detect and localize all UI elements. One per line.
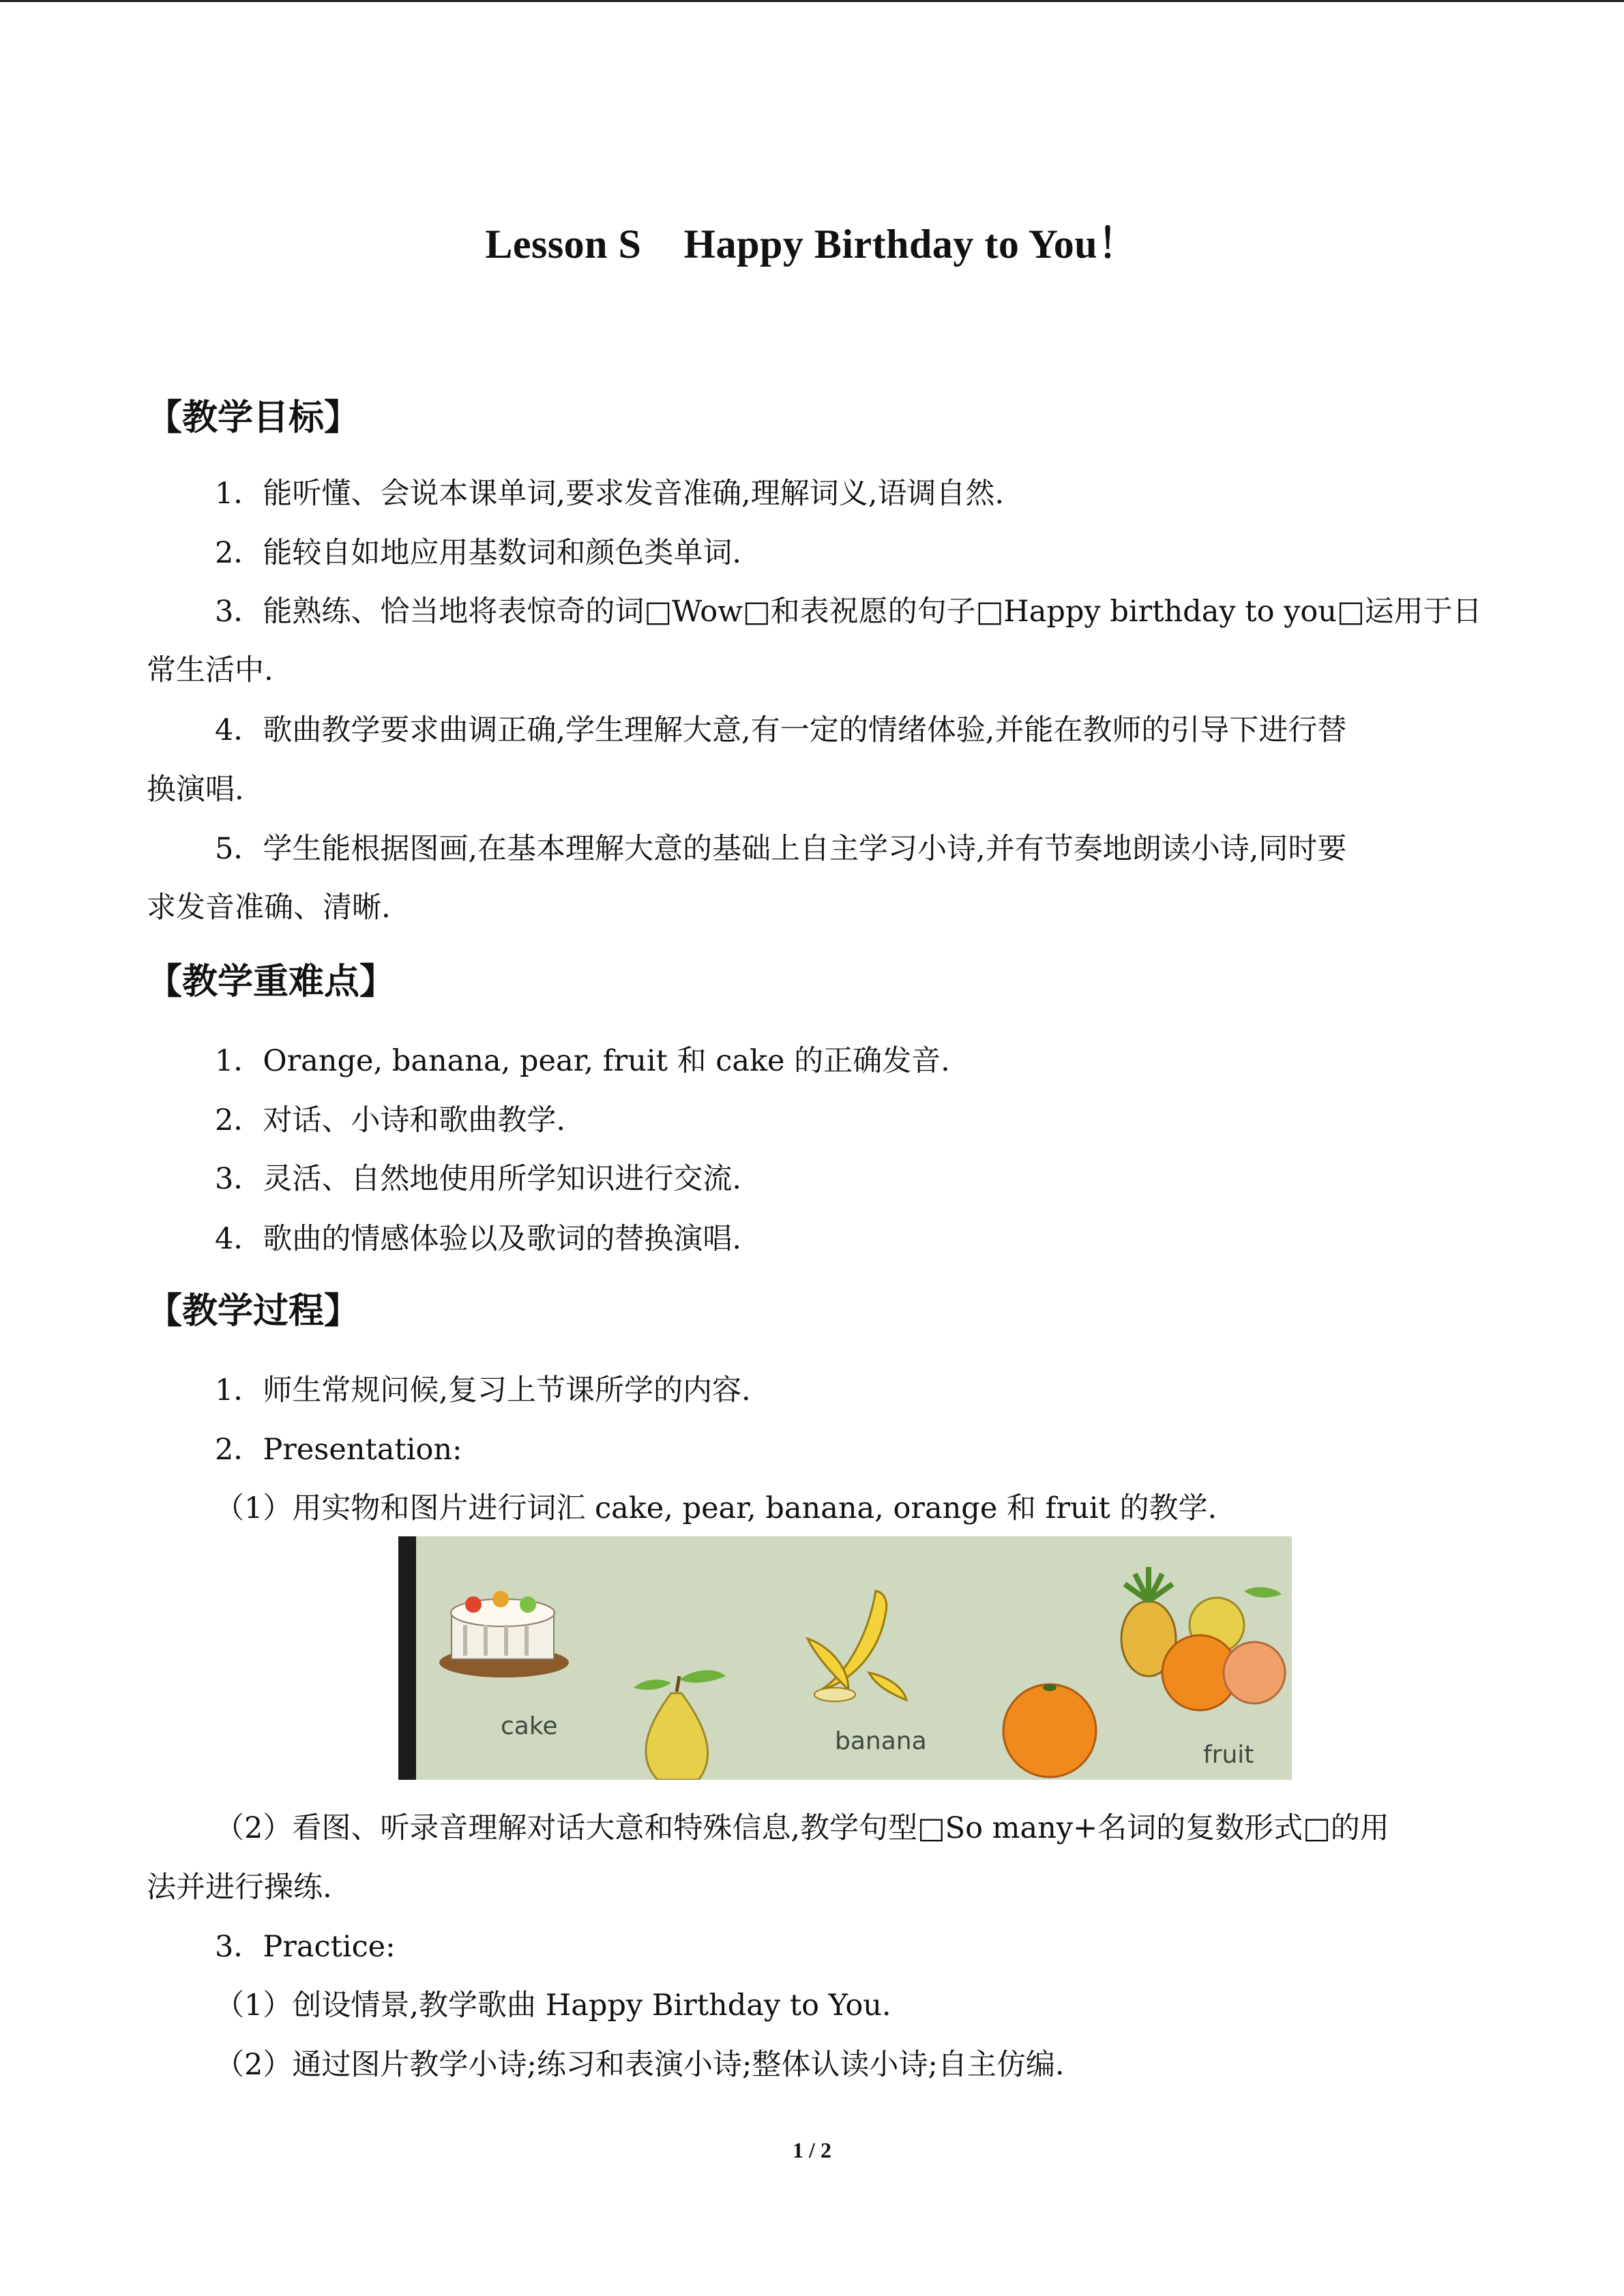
goal-item-1: 1．能听懂、会说本课单词,要求发音准确,理解词义,语调自然. [215, 477, 1005, 511]
key-point-item-4: 4．歌曲的情感体验以及歌词的替换演唱. [215, 1222, 742, 1256]
key-point-item-2: 2．对话、小诗和歌曲教学. [215, 1103, 566, 1137]
fruit-group-drawing [1121, 1567, 1285, 1710]
page-title: Lesson S Happy Birthday to You！ [485, 222, 1139, 267]
key-point-item-3: 3．灵活、自然地使用所学知识进行交流. [215, 1162, 742, 1196]
process-sub-item-3-1: （1）创设情景,教学歌曲 Happy Birthday to You. [215, 1988, 891, 2023]
page-number: 1 / 2 [793, 2138, 831, 2162]
process-item-2: 2．Presentation: [215, 1433, 462, 1467]
section-heading-process: 【教学过程】 [147, 1291, 360, 1332]
vocabulary-illustration [398, 1536, 1292, 1780]
process-item-3: 3．Practice: [215, 1930, 396, 1964]
process-sub-item-2-2: （2）看图、听录音理解对话大意和特殊信息,教学句型□So many+名词的复数形式□的用 [215, 1811, 1389, 1845]
cake-drawing [439, 1591, 569, 1678]
goal-item-4-cont: 换演唱. [147, 773, 244, 807]
key-point-item-1: 1．Orange, banana, pear, fruit 和 cake 的正确发音. [215, 1044, 950, 1078]
label-banana: banana [835, 1727, 927, 1755]
goal-item-4: 4．歌曲教学要求曲调正确,学生理解大意,有一定的情绪体验,并能在教师的引导下进行替 [215, 713, 1347, 747]
banana-drawing [808, 1591, 906, 1701]
label-cake: cake [501, 1712, 558, 1740]
process-sub-item-2-2-cont: 法并进行操练. [147, 1870, 332, 1905]
process-sub-item-2-1: （1）用实物和图片进行词汇 cake, pear, banana, orange 和 fruit 的教学. [215, 1491, 1217, 1525]
goal-item-5: 5．学生能根据图画,在基本理解大意的基础上自主学习小诗,并有节奏地朗读小诗,同时要 [215, 832, 1347, 866]
section-heading-key-points: 【教学重难点】 [147, 961, 396, 1002]
section-heading-goals: 【教学目标】 [147, 398, 360, 438]
goal-item-5-cont: 求发音准确、清晰. [147, 891, 391, 925]
pear-drawing [634, 1670, 726, 1780]
label-fruit: fruit [1203, 1741, 1254, 1769]
goal-item-2: 2．能较自如地应用基数词和颜色类单词. [215, 536, 742, 570]
process-sub-item-3-2: （2）通过图片教学小诗;练习和表演小诗;整体认读小诗;自主仿编. [215, 2048, 1065, 2082]
goal-item-3: 3．能熟练、恰当地将表惊奇的词□Wow□和表祝愿的句子□Happy birthday to you□运用于日 [215, 595, 1482, 629]
process-item-1: 1．师生常规问候,复习上节课所学的内容. [215, 1373, 751, 1407]
orange-drawing [1003, 1684, 1096, 1777]
goal-item-3-cont: 常生活中. [147, 653, 274, 687]
page-top-border [0, 0, 1624, 2]
